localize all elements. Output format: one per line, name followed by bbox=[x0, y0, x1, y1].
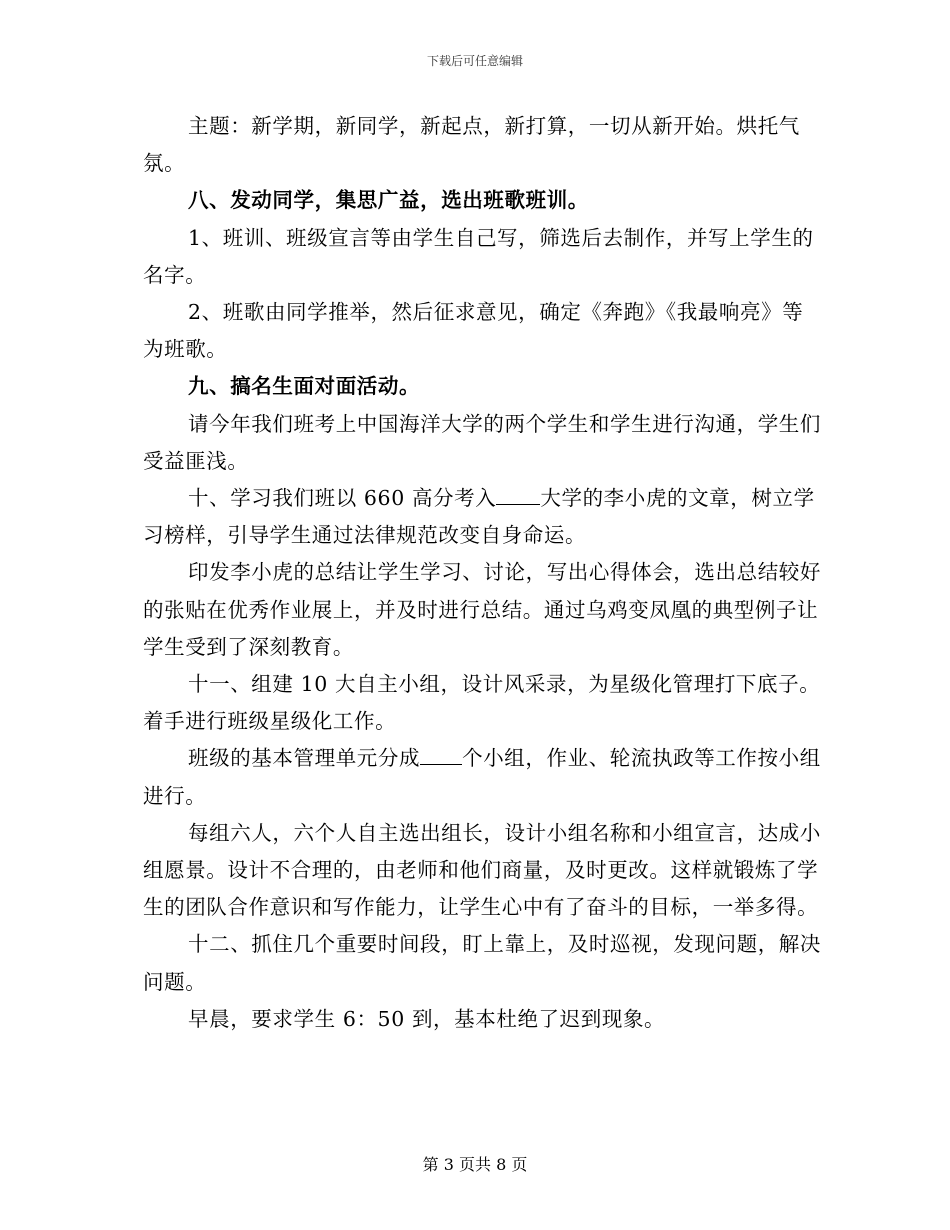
section-heading-8: 八、发动同学，集思广益，选出班歌班训。 bbox=[188, 188, 589, 213]
paragraph-section-12: 十二、抓住几个重要时间段，盯上靠上，及时巡视，发现问题，解决问题。 bbox=[143, 932, 821, 994]
paragraph-group-details: 每组六人，六个人自主选出组长，设计小组名称和小组宣言，达成小组愿景。设计不合理的，由老师和他们商量，及时更改。这样就锻炼了学生的团队合作意识和写作能力，让学生心中有了奋斗的目标，一举多得。 bbox=[143, 820, 821, 920]
paragraph-class-song: 2、班歌由同学推举，然后征求意见，确定《奔跑》《我最响亮》等为班歌。 bbox=[143, 300, 804, 362]
text-before-blank: 班级的基本管理单元分成 bbox=[188, 746, 421, 771]
fill-in-blank bbox=[420, 746, 462, 765]
paragraph-summary: 印发李小虎的总结让学生学习、讨论，写出心得体会，选出总结较好的张贴在优秀作业展上，并及时进行总结。通过乌鸡变凤凰的典型例子让学生受到了深刻教育。 bbox=[143, 560, 821, 659]
paragraph-section-11: 十一、组建 10 大自主小组，设计风采录，为星级化管理打下底子。着手进行班级星级化工作。 bbox=[143, 672, 821, 734]
paragraph-section-10 bbox=[143, 480, 823, 554]
section-heading-9: 九、搞名生面对面活动。 bbox=[188, 374, 421, 399]
paragraph-groups bbox=[143, 740, 823, 814]
paragraph-morning: 早晨，要求学生 6：50 到，基本杜绝了迟到现象。 bbox=[188, 1006, 666, 1031]
paragraph-class-motto: 1、班训、班级宣言等由学生自己写，筛选后去制作，并写上学生的名字。 bbox=[143, 225, 814, 287]
paragraph-theme: 主题：新学期，新同学，新起点，新打算，一切从新开始。烘托气氛。 bbox=[143, 114, 800, 176]
text-after-blank: 大学的李小虎的文章，树立学习榜样，引导学生通过法律规范改变自身命运。 bbox=[143, 486, 815, 548]
page-number: 第 3 页共 8 页 bbox=[422, 1155, 528, 1174]
text-after-blank: 个小组，作业、轮流执政等工作按小组进行。 bbox=[143, 746, 821, 808]
fill-in-blank bbox=[496, 486, 540, 505]
page-header: 下载后可任意编辑 bbox=[426, 54, 523, 68]
paragraph-student-talk: 请今年我们班考上中国海洋大学的两个学生和学生进行沟通，学生们受益匪浅。 bbox=[143, 411, 821, 473]
document-body bbox=[143, 108, 823, 1038]
text-before-blank: 十、学习我们班以 660 高分考入 bbox=[188, 486, 497, 511]
